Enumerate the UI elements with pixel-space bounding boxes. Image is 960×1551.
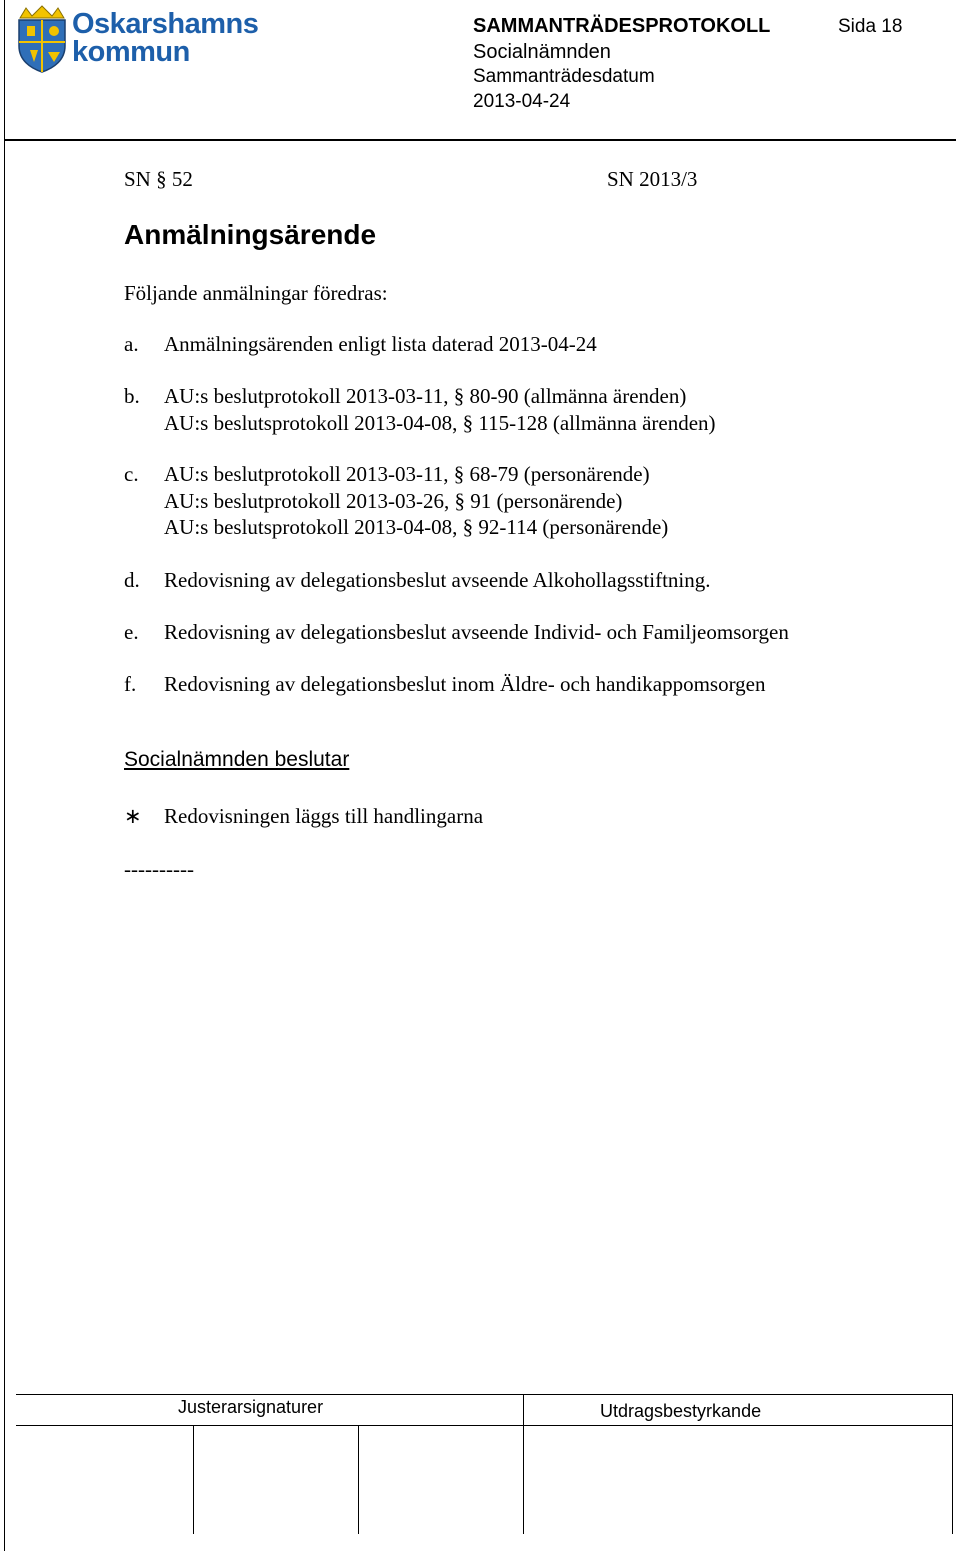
decision-text: Redovisningen läggs till handlingarna — [164, 804, 484, 828]
list-item: Redovisning av delegationsbeslut inom Äldre- och handikappomsorgen — [164, 672, 766, 696]
decision-bullet-icon: ∗ — [124, 804, 142, 828]
paragraph-number: SN § 52 — [124, 167, 193, 191]
logo-line-1: Oskarshamns — [72, 8, 259, 40]
logo-line-2: kommun — [72, 36, 190, 68]
signature-table-top-rule — [16, 1394, 953, 1395]
list-item: Redovisning av delegationsbeslut avseende Alkohollagsstiftning. — [164, 568, 711, 592]
signature-table-mid-rule — [16, 1425, 953, 1426]
list-item-marker: a. — [124, 332, 139, 356]
committee-name: Socialnämnden — [473, 41, 611, 63]
case-number: SN 2013/3 — [607, 167, 698, 191]
page-number: Sida 18 — [838, 16, 903, 37]
municipality-logo — [16, 4, 261, 76]
list-item: Redovisning av delegationsbeslut avseende Individ- och Familjeomsorgen — [164, 620, 789, 644]
list-item-marker: d. — [124, 568, 140, 592]
logo-wordmark — [72, 10, 258, 66]
intro-text: Följande anmälningar föredras: — [124, 281, 388, 305]
signature-left-label: Justerarsignaturer — [178, 1397, 324, 1417]
list-item: AU:s beslutsprotokoll 2013-04-08, § 92-114 (personärende) — [164, 515, 669, 539]
signature-right-label: Utdragsbestyrkande — [600, 1401, 762, 1421]
signature-cell-divider — [358, 1425, 359, 1534]
document-type: SAMMANTRÄDESPROTOKOLL — [473, 15, 771, 37]
header-divider — [4, 139, 956, 141]
list-item: AU:s beslutsprotokoll 2013-04-08, § 115-128 (allmänna ärenden) — [164, 411, 716, 435]
signature-table-right-rule — [952, 1394, 953, 1534]
page-title: Anmälningsärende — [124, 219, 377, 250]
meeting-date-label: Sammanträdesdatum — [473, 66, 655, 87]
page-left-border — [4, 0, 5, 1551]
end-separator: ---------- — [124, 857, 194, 881]
meeting-date: 2013-04-24 — [473, 91, 571, 112]
list-item: AU:s beslutprotokoll 2013-03-11, § 68-79 (personärende) — [164, 462, 650, 486]
list-item-marker: c. — [124, 462, 139, 486]
list-item-marker: b. — [124, 384, 140, 408]
signature-table — [16, 1394, 953, 1534]
coat-of-arms-icon — [16, 4, 68, 74]
decision-heading: Socialnämnden beslutar — [124, 748, 350, 771]
list-item-marker: e. — [124, 620, 139, 644]
signature-cell-divider — [523, 1394, 524, 1534]
list-item: AU:s beslutprotokoll 2013-03-11, § 80-90 (allmänna ärenden) — [164, 384, 687, 408]
list-item: Anmälningsärenden enligt lista daterad 2013-04-24 — [164, 332, 597, 356]
list-item-marker: f. — [124, 672, 137, 696]
signature-cell-divider — [193, 1425, 194, 1534]
list-item: AU:s beslutprotokoll 2013-03-26, § 91 (personärende) — [164, 489, 623, 513]
